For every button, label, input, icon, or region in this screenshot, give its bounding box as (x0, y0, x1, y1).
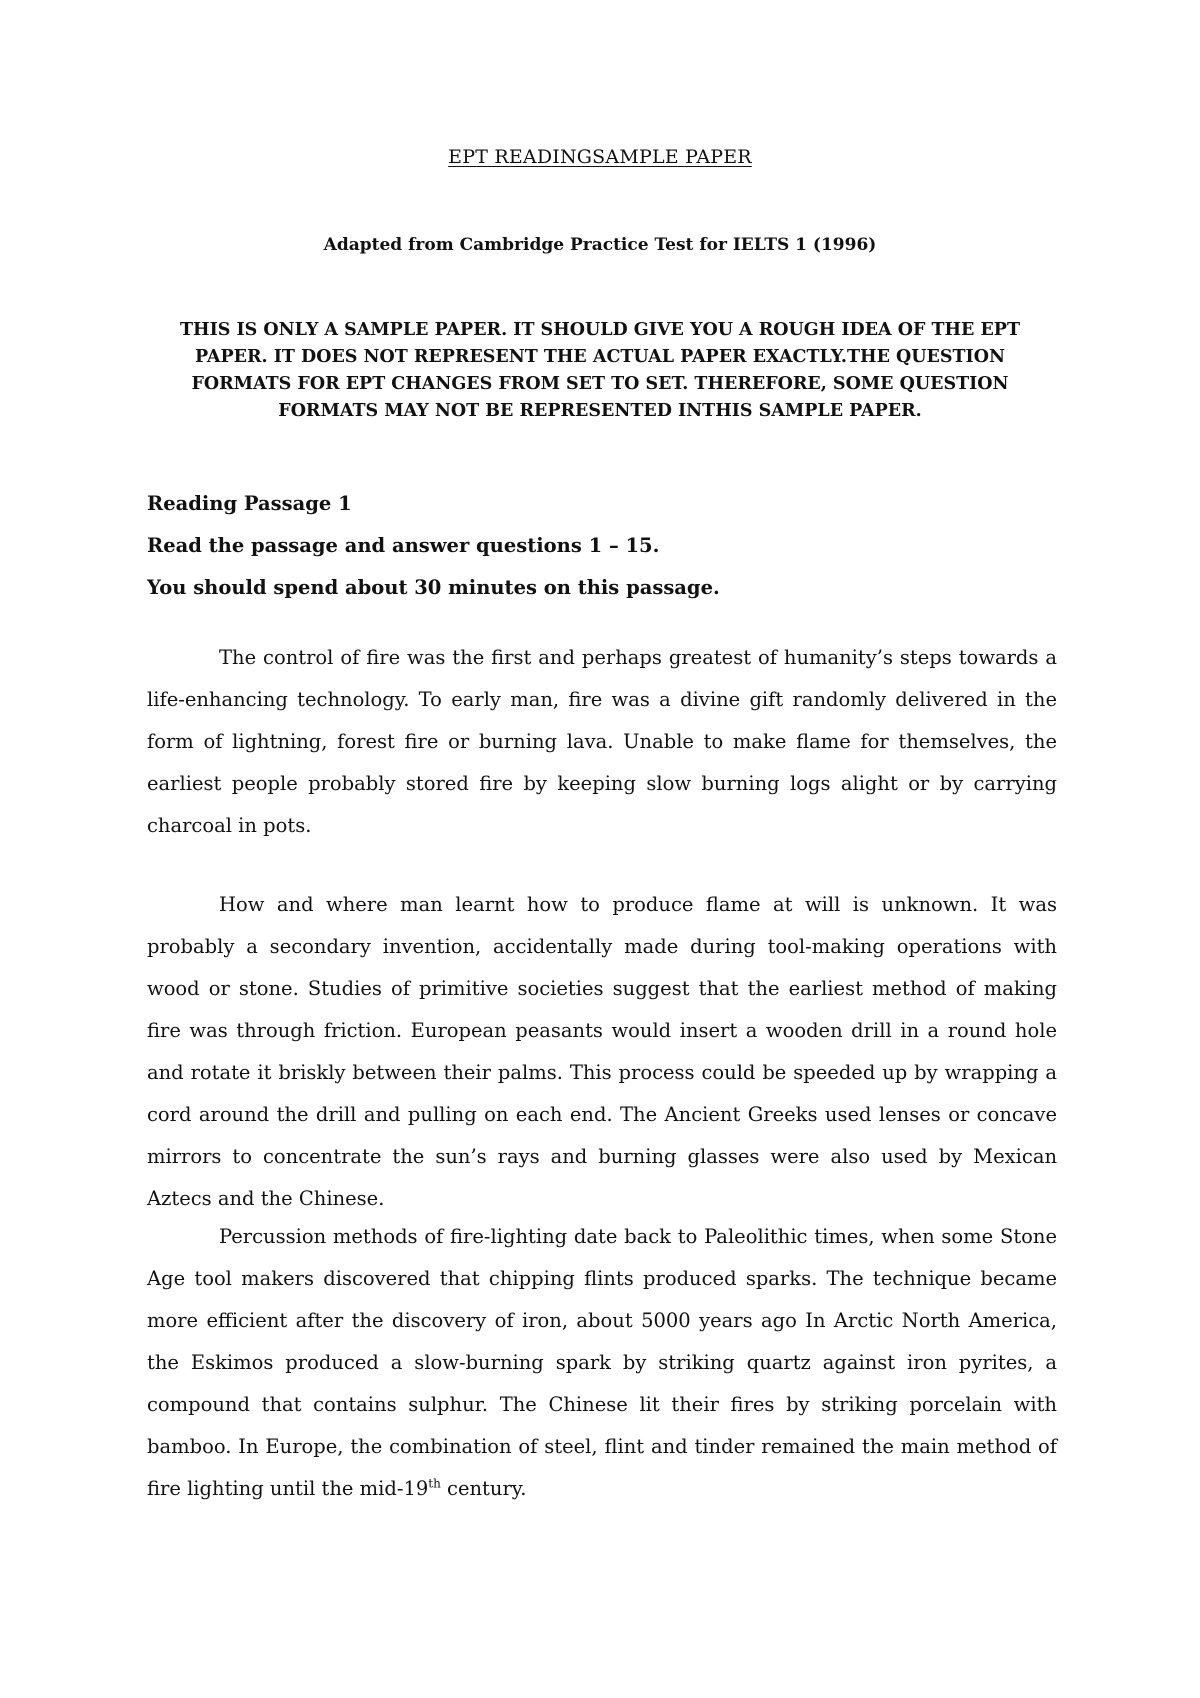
passage-paragraph-3-text: Percussion methods of fire-lighting date back to Paleolithic times, when some Stone Age tool makers discovered that chipping flints produced sparks. The technique became more efficient after the discovery of iron, about 5000 years ago In Arctic North America, the Eskimos produced a slow-burning spark by striking quartz against iron pyrites, a compound that contains sulphur. The Chinese lit their fires by striking porcelain with bamboo. In Europe, the combination of steel, flint and tinder remained the main method of fire lighting until the mid-19 (147, 1225, 1057, 1500)
passage-instruction: Read the passage and answer questions 1 – 15. (147, 534, 660, 557)
passage-heading-block (147, 483, 1107, 609)
passage-paragraph-3 (147, 1216, 1057, 1510)
passage-heading: Reading Passage 1 (147, 492, 352, 515)
passage-paragraph-3-ending: century. (440, 1477, 527, 1500)
page-title: EPT READINGSAMPLE PAPER (448, 146, 752, 168)
source-subtitle: Adapted from Cambridge Practice Test for IELTS 1 (1996) (323, 235, 877, 255)
passage-paragraph-2: How and where man learnt how to produce flame at will is unknown. It was probably a secondary invention, accidentally made during tool-making operations with wood or stone. Studies of primitive societies suggest that the earliest method of making fire was through friction. European peasants would insert a wooden drill in a round hole and rotate it briskly between their palms. This process could be speeded up by wrapping a cord around the drill and pulling on each end. The Ancient Greeks used lenses or concave mirrors to concentrate the sun’s rays and burning glasses were also used by Mexican Aztecs and the Chinese. (147, 893, 1057, 1210)
sample-notice: THIS IS ONLY A SAMPLE PAPER. IT SHOULD GIVE YOU A ROUGH IDEA OF THE EPT PAPER. IT DOES NOT REPRESENT THE ACTUAL PAPER EXACTLY.THE QUESTION FORMATS FOR EPT CHANGES FROM SET TO SET. THEREFORE, SOME QUESTION FORMATS MAY NOT BE REPRESENTED INTHIS SAMPLE PAPER. (180, 320, 1020, 421)
ordinal-superscript: th (428, 1476, 441, 1491)
passage-time-note: You should spend about 30 minutes on this passage. (147, 576, 720, 599)
passage-paragraph-1: The control of fire was the first and perhaps greatest of humanity’s steps towards a life-enhancing technology. To early man, fire was a divine gift randomly delivered in the form of lightning, forest fire or burning lava. Unable to make flame for themselves, the earliest people probably stored fire by keeping slow burning logs alight or by carrying charcoal in pots. (147, 646, 1057, 837)
